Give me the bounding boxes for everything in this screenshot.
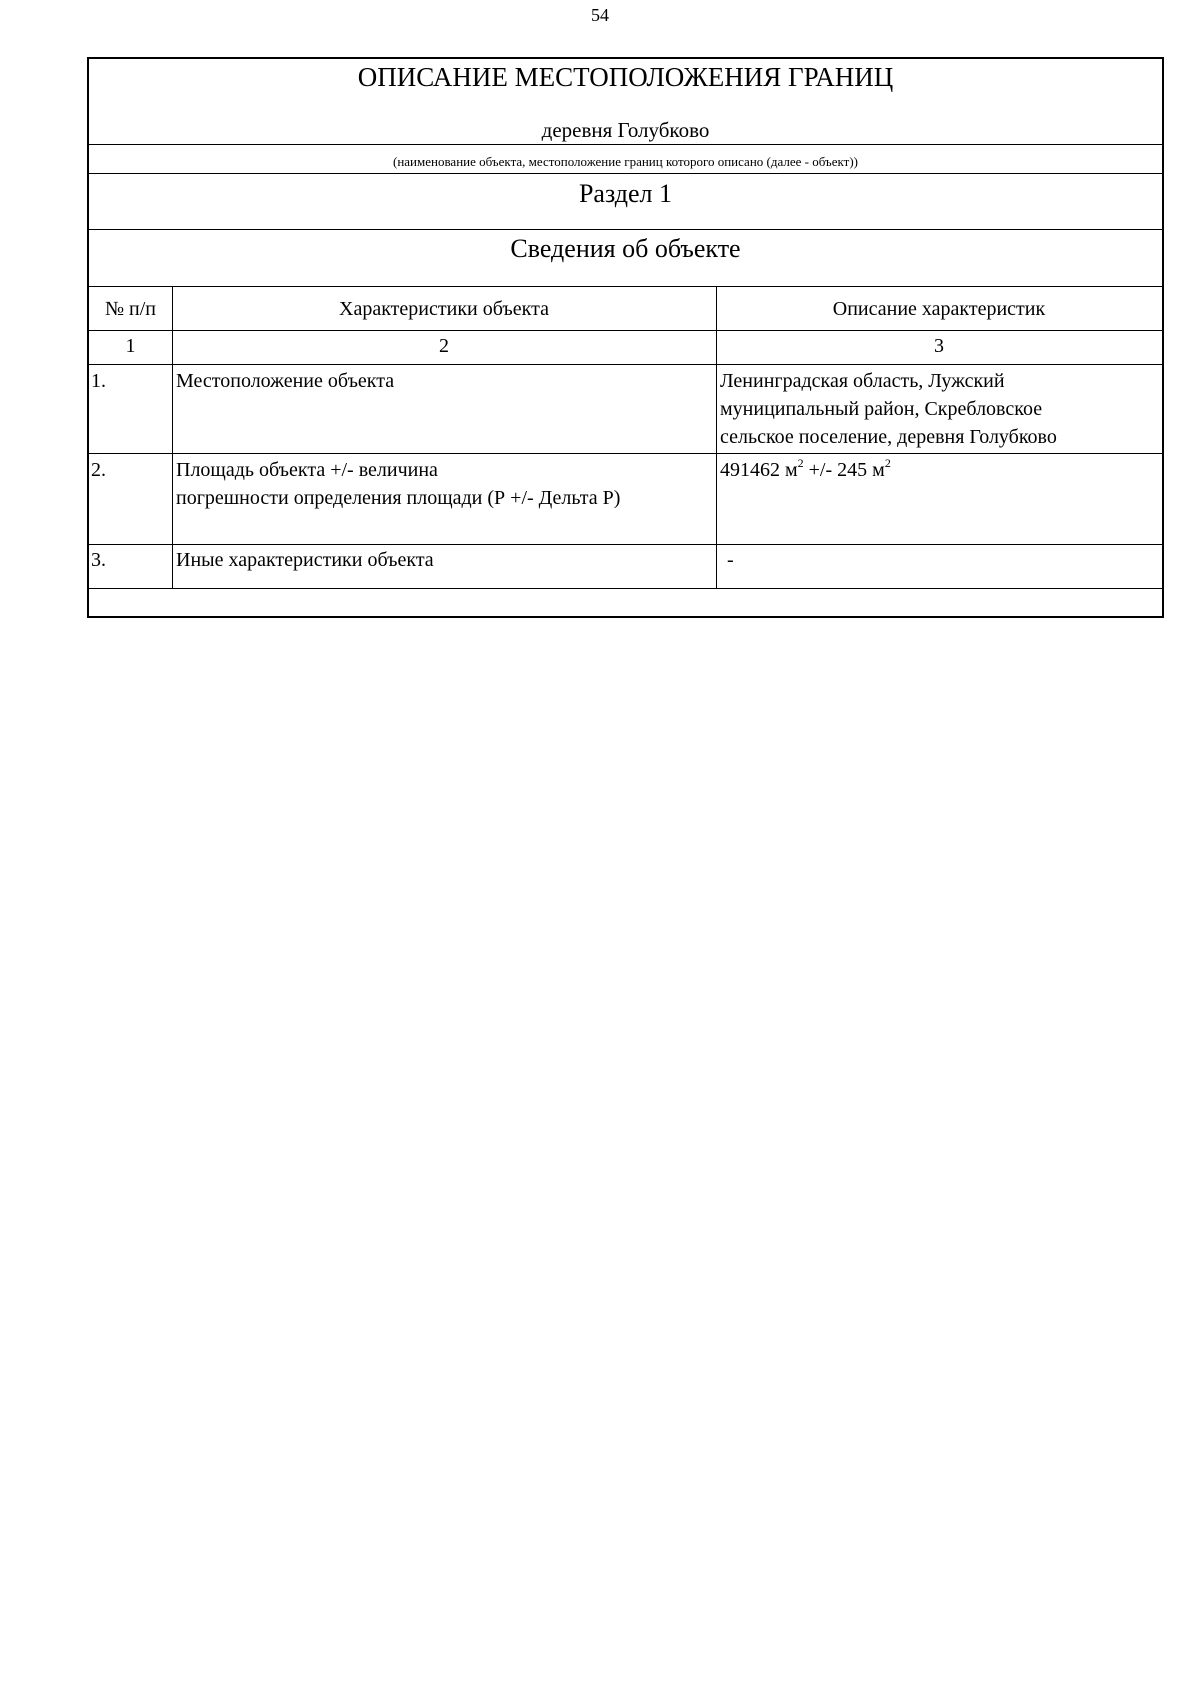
- column-number-1: 1: [125, 335, 136, 357]
- header-number: № п/п: [104, 298, 157, 320]
- area-value: 491462 м: [720, 459, 798, 481]
- text-line: Ленинградская область, Лужский: [720, 370, 1005, 392]
- empty-footer-row: [89, 590, 1162, 616]
- row-2-number: 2.: [91, 459, 106, 481]
- row-2-characteristic: [176, 456, 714, 512]
- document-title: ОПИСАНИЕ МЕСТОПОЛОЖЕНИЯ ГРАНИЦ: [357, 62, 894, 92]
- divider: [89, 453, 1162, 454]
- text-line: Площадь объекта +/- величина: [176, 459, 438, 481]
- row-2-area-value: [720, 456, 1162, 484]
- text-line: сельское поселение, деревня Голубково: [720, 426, 1057, 448]
- area-exponent: 2: [797, 456, 804, 470]
- header-description: Описание характеристик: [832, 298, 1046, 320]
- text-line: муниципальный район, Скребловское: [720, 398, 1043, 420]
- divider: [89, 364, 1162, 365]
- row-1-description: [720, 367, 1162, 451]
- text-line: Иные характеристики объекта: [176, 549, 434, 571]
- tolerance-exponent: 2: [884, 456, 891, 470]
- text-line: Местоположение объекта: [176, 370, 395, 392]
- row-3-characteristic: [176, 546, 714, 574]
- row-1-characteristic: [176, 367, 714, 395]
- column-number-3: 3: [934, 335, 944, 357]
- row-1-number: 1.: [91, 370, 106, 392]
- divider: [89, 588, 1162, 589]
- divider: [89, 173, 1162, 174]
- page-number: 54: [591, 5, 609, 25]
- row-3-number: 3.: [91, 549, 106, 571]
- divider: [89, 286, 1162, 287]
- section-label: Раздел 1: [578, 179, 673, 208]
- divider: [89, 330, 1162, 331]
- text-line: погрешности определения площади (Р +/- Дельта Р): [176, 487, 621, 509]
- area-tolerance: +/- 245 м: [803, 459, 885, 481]
- divider: [89, 144, 1162, 145]
- object-name-caption: (наименование объекта, местоположение границ которого описано (далее - объект)): [393, 154, 858, 169]
- section-title: Сведения об объекте: [510, 234, 741, 263]
- divider: [89, 544, 1162, 545]
- row-3-description: [727, 546, 1162, 574]
- text-line: -: [727, 549, 734, 571]
- header-characteristic: Характеристики объекта: [339, 298, 549, 320]
- object-name: деревня Голубково: [541, 118, 710, 142]
- column-number-2: 2: [439, 335, 449, 357]
- divider: [89, 229, 1162, 230]
- boundary-description-form: [87, 57, 1164, 618]
